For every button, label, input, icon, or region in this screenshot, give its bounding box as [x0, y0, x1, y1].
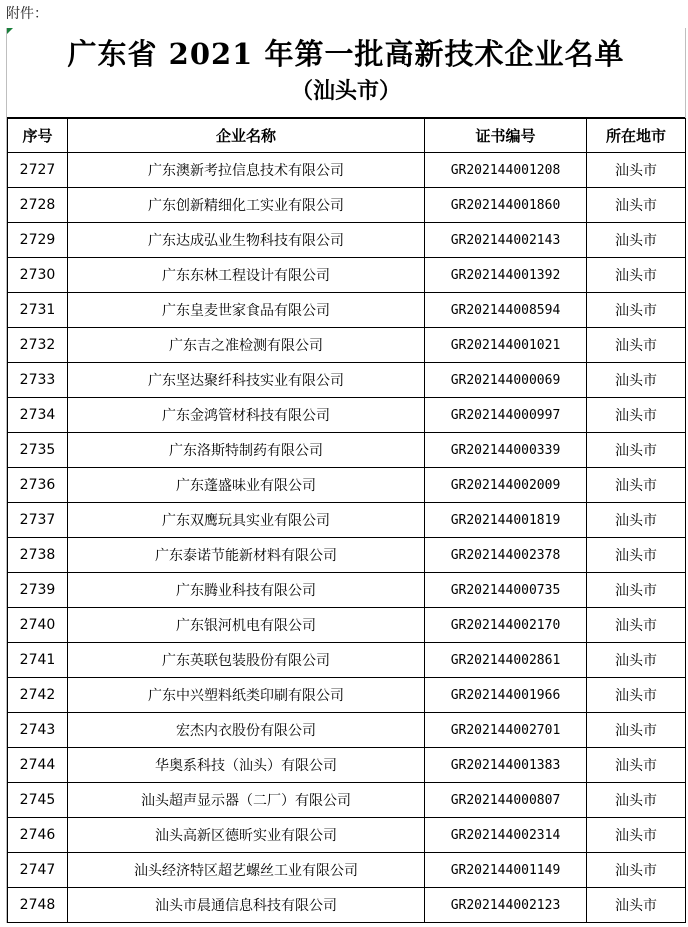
- index-cell: 2727: [8, 153, 68, 188]
- index-cell: 2735: [8, 433, 68, 468]
- city-cell: 汕头市: [587, 643, 686, 678]
- index-cell: 2731: [8, 293, 68, 328]
- index-cell: 2738: [8, 538, 68, 573]
- company-name-cell: 宏杰内衣股份有限公司: [68, 713, 425, 748]
- table-row: [8, 643, 686, 678]
- company-name-cell: 广东泰诺节能新材料有限公司: [68, 538, 425, 573]
- company-name-cell: 广东中兴塑料纸类印刷有限公司: [68, 678, 425, 713]
- table-row: [8, 153, 686, 188]
- table-row: [8, 258, 686, 293]
- company-name-cell: 广东坚达聚纤科技实业有限公司: [68, 363, 425, 398]
- table-row: [8, 538, 686, 573]
- table-row: [8, 503, 686, 538]
- table-row: [8, 573, 686, 608]
- company-name-cell: 广东东林工程设计有限公司: [68, 258, 425, 293]
- index-cell: 2736: [8, 468, 68, 503]
- city-cell: 汕头市: [587, 888, 686, 923]
- company-name-cell: 广东银河机电有限公司: [68, 608, 425, 643]
- certificate-number-cell: GR202144001392: [425, 258, 587, 293]
- table-row: [8, 223, 686, 258]
- certificate-number-cell: GR202144002143: [425, 223, 587, 258]
- city-cell: 汕头市: [587, 573, 686, 608]
- certificate-number-cell: GR202144001860: [425, 188, 587, 223]
- certificate-number-cell: GR202144008594: [425, 293, 587, 328]
- company-name-cell: 广东洛斯特制药有限公司: [68, 433, 425, 468]
- certificate-number-cell: GR202144002123: [425, 888, 587, 923]
- city-cell: 汕头市: [587, 223, 686, 258]
- certificate-number-cell: GR202144002170: [425, 608, 587, 643]
- header-certificate-number: 证书编号: [425, 119, 587, 153]
- company-name-cell: 广东澳新考拉信息技术有限公司: [68, 153, 425, 188]
- company-name-cell: 广东双鹰玩具实业有限公司: [68, 503, 425, 538]
- city-cell: 汕头市: [587, 818, 686, 853]
- company-name-cell: 广东达成弘业生物科技有限公司: [68, 223, 425, 258]
- city-cell: 汕头市: [587, 853, 686, 888]
- page-title: 广东省 2021 年第一批高新技术企业名单: [67, 37, 625, 71]
- company-name-cell: 广东皇麦世家食品有限公司: [68, 293, 425, 328]
- company-name-cell: 汕头经济特区超艺螺丝工业有限公司: [68, 853, 425, 888]
- document-sheet: [6, 28, 686, 923]
- index-cell: 2737: [8, 503, 68, 538]
- table-row: [8, 818, 686, 853]
- certificate-number-cell: GR202144002701: [425, 713, 587, 748]
- table-row: [8, 783, 686, 818]
- certificate-number-cell: GR202144001021: [425, 328, 587, 363]
- company-name-cell: 广东腾业科技有限公司: [68, 573, 425, 608]
- attachment-label: 附件：: [6, 6, 48, 22]
- city-cell: 汕头市: [587, 433, 686, 468]
- company-name-cell: 华奥系科技（汕头）有限公司: [68, 748, 425, 783]
- city-cell: 汕头市: [587, 678, 686, 713]
- index-cell: 2728: [8, 188, 68, 223]
- company-name-cell: 汕头高新区德昕实业有限公司: [68, 818, 425, 853]
- table-row: [8, 678, 686, 713]
- index-cell: 2746: [8, 818, 68, 853]
- certificate-number-cell: GR202144000339: [425, 433, 587, 468]
- certificate-number-cell: GR202144002378: [425, 538, 587, 573]
- index-cell: 2732: [8, 328, 68, 363]
- city-cell: 汕头市: [587, 713, 686, 748]
- index-cell: 2747: [8, 853, 68, 888]
- certificate-number-cell: GR202144001208: [425, 153, 587, 188]
- certificate-number-cell: GR202144001383: [425, 748, 587, 783]
- certificate-number-cell: GR202144002314: [425, 818, 587, 853]
- company-name-cell: 汕头市晨通信息科技有限公司: [68, 888, 425, 923]
- index-cell: 2742: [8, 678, 68, 713]
- certificate-number-cell: GR202144000997: [425, 398, 587, 433]
- certificate-number-cell: GR202144001819: [425, 503, 587, 538]
- header-city: 所在地市: [587, 119, 686, 153]
- certificate-number-cell: GR202144001149: [425, 853, 587, 888]
- certificate-number-cell: GR202144002861: [425, 643, 587, 678]
- city-cell: 汕头市: [587, 153, 686, 188]
- certificate-number-cell: GR202144002009: [425, 468, 587, 503]
- city-cell: 汕头市: [587, 538, 686, 573]
- company-name-cell: 广东英联包装股份有限公司: [68, 643, 425, 678]
- header-company-name: 企业名称: [68, 119, 425, 153]
- company-name-cell: 汕头超声显示器（二厂）有限公司: [68, 783, 425, 818]
- certificate-number-cell: GR202144000069: [425, 363, 587, 398]
- company-name-cell: 广东吉之准检测有限公司: [68, 328, 425, 363]
- index-cell: 2734: [8, 398, 68, 433]
- table-row: [8, 433, 686, 468]
- index-cell: 2730: [8, 258, 68, 293]
- city-cell: 汕头市: [587, 783, 686, 818]
- page-subtitle: （汕头市）: [290, 78, 401, 104]
- table-row: [8, 713, 686, 748]
- index-cell: 2740: [8, 608, 68, 643]
- company-name-cell: 广东创新精细化工实业有限公司: [68, 188, 425, 223]
- certificate-number-cell: GR202144000735: [425, 573, 587, 608]
- table-row: [8, 888, 686, 923]
- title-block: [7, 28, 685, 118]
- table-header-row: [8, 119, 686, 153]
- index-cell: 2745: [8, 783, 68, 818]
- table-row: [8, 293, 686, 328]
- company-name-cell: 广东蓬盛味业有限公司: [68, 468, 425, 503]
- table-row: [8, 328, 686, 363]
- table-row: [8, 748, 686, 783]
- index-cell: 2739: [8, 573, 68, 608]
- city-cell: 汕头市: [587, 188, 686, 223]
- index-cell: 2744: [8, 748, 68, 783]
- table-row: [8, 398, 686, 433]
- table-row: [8, 363, 686, 398]
- city-cell: 汕头市: [587, 293, 686, 328]
- index-cell: 2733: [8, 363, 68, 398]
- index-cell: 2743: [8, 713, 68, 748]
- city-cell: 汕头市: [587, 608, 686, 643]
- table-row: [8, 188, 686, 223]
- index-cell: 2748: [8, 888, 68, 923]
- table-row: [8, 608, 686, 643]
- table-row: [8, 853, 686, 888]
- cell-marker-icon: [7, 28, 13, 34]
- table-body: [8, 153, 686, 923]
- certificate-number-cell: GR202144000807: [425, 783, 587, 818]
- city-cell: 汕头市: [587, 363, 686, 398]
- city-cell: 汕头市: [587, 748, 686, 783]
- certificate-number-cell: GR202144001966: [425, 678, 587, 713]
- enterprise-table: [7, 118, 686, 923]
- table-row: [8, 468, 686, 503]
- company-name-cell: 广东金鸿管材科技有限公司: [68, 398, 425, 433]
- index-cell: 2729: [8, 223, 68, 258]
- header-index: 序号: [8, 119, 68, 153]
- index-cell: 2741: [8, 643, 68, 678]
- city-cell: 汕头市: [587, 258, 686, 293]
- city-cell: 汕头市: [587, 503, 686, 538]
- city-cell: 汕头市: [587, 398, 686, 433]
- city-cell: 汕头市: [587, 328, 686, 363]
- city-cell: 汕头市: [587, 468, 686, 503]
